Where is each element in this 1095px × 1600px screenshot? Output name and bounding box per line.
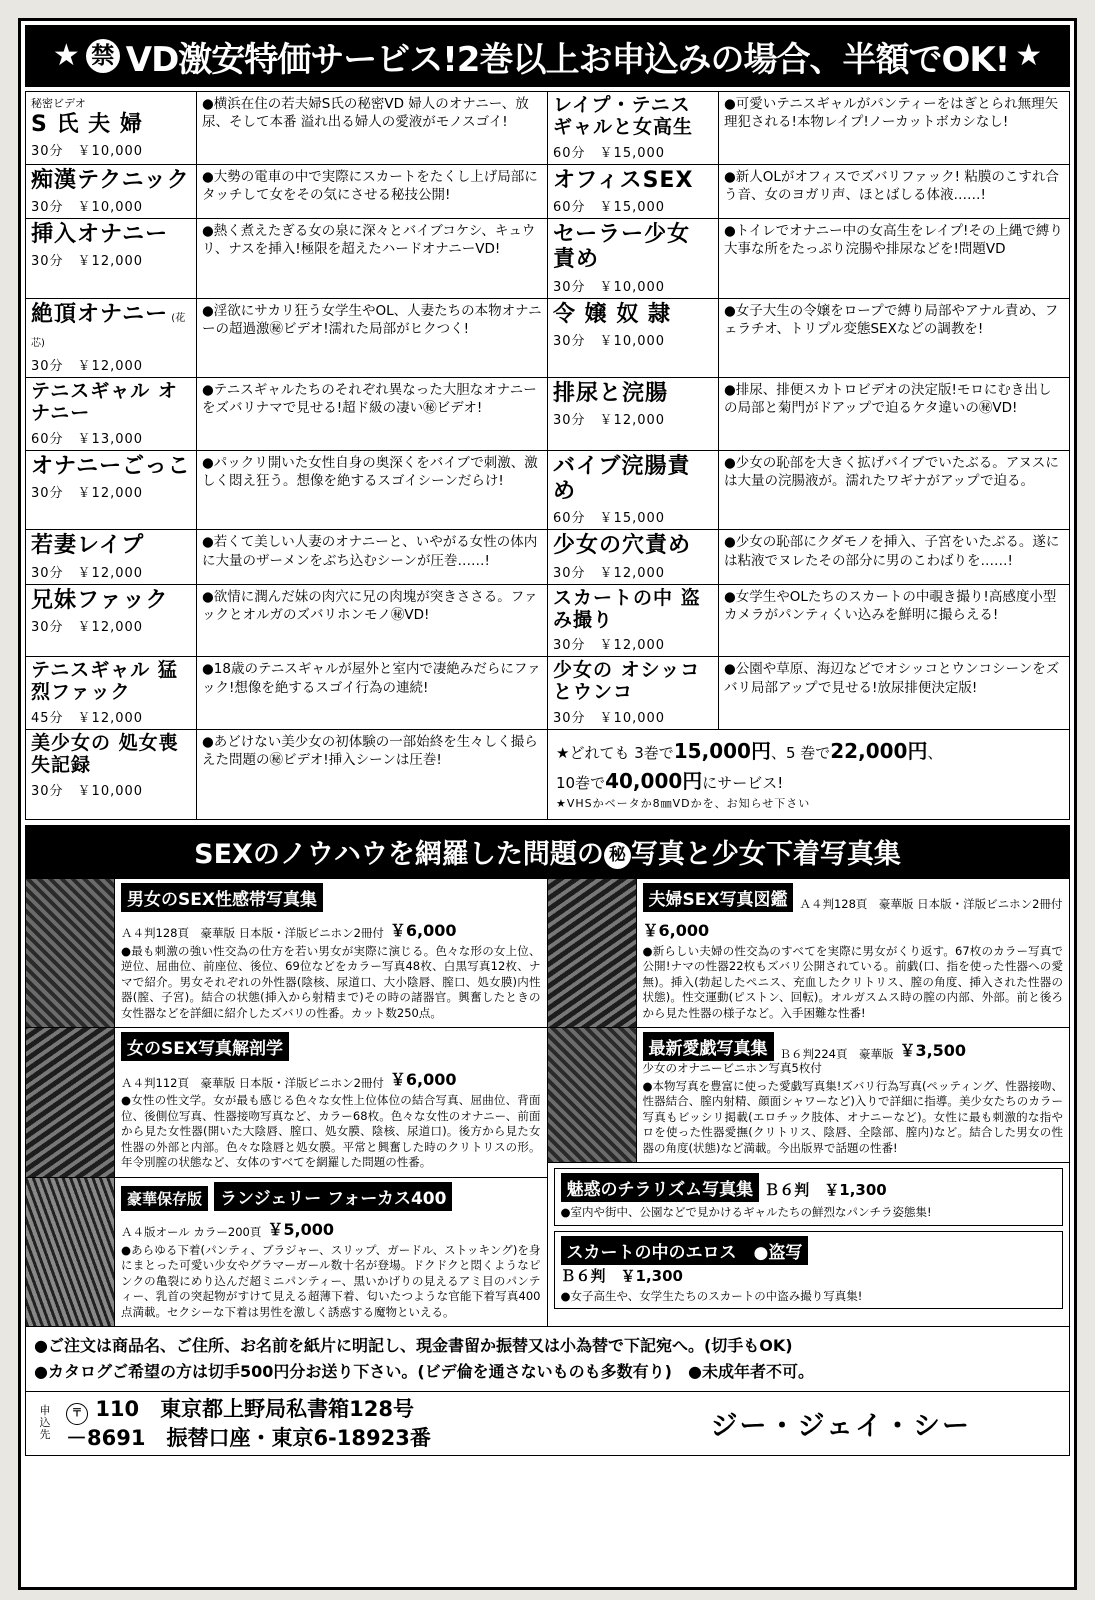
video-description-cell: ●女子大生の令嬢をロープで縛り局部やアナル責め、フェラチオ、トリプル変態SEXなどの調教を! bbox=[719, 298, 1070, 378]
video-title-cell bbox=[548, 298, 719, 378]
book-price: Ｂ６判 ￥1,300 bbox=[560, 1266, 683, 1285]
book-title: 夫婦SEX写真図鑑 bbox=[643, 883, 794, 912]
book-title: 最新愛戯写真集 bbox=[643, 1032, 774, 1061]
video-title-cell bbox=[548, 164, 719, 218]
table-row bbox=[26, 584, 1070, 657]
book-spec: Ａ４版オール カラー200頁 bbox=[121, 1225, 262, 1240]
star-right-icon: ★ bbox=[1015, 38, 1043, 73]
video-title-cell bbox=[548, 657, 719, 730]
video-duration-price: 30分 ￥10,000 bbox=[553, 279, 666, 295]
video-description-cell: ●少女の恥部にクダモノを挿入、子宮をいたぶる。遂には粘液でヌレたその部分に男のこわばりを……! bbox=[719, 530, 1070, 584]
video-title: 兄妹ファック bbox=[31, 587, 169, 613]
video-title-cell bbox=[26, 530, 197, 584]
video-duration-price: 30分 ￥10,000 bbox=[31, 783, 144, 799]
video-duration-price: 30分 ￥12,000 bbox=[553, 638, 666, 654]
video-description-cell: ●可愛いテニスギャルがパンティーをはぎとられ無理矢理犯される!本物レイプ!ノーカットボカシなし! bbox=[719, 92, 1070, 165]
volume-discount-promo bbox=[548, 730, 1070, 820]
video-duration-price: 30分 ￥10,000 bbox=[31, 199, 144, 215]
video-description-cell: ●テニスギャルたちのそれぞれ異なった大胆なオナニーをズバリナマで見せる!超ド級の凄い㊙ビデオ! bbox=[197, 378, 548, 451]
secret-badge-icon: 秘 bbox=[604, 842, 631, 869]
table-row bbox=[26, 657, 1070, 730]
book-title: 男女のSEX性感帯写真集 bbox=[121, 883, 323, 912]
video-duration-price: 30分 ￥12,000 bbox=[31, 359, 144, 375]
small-book-item bbox=[554, 1168, 1064, 1226]
video-description-cell: ●公園や草原、海辺などでオシッコとウンコシーンをズバリ局部アップで見せる!放尿排便決定版! bbox=[719, 657, 1070, 730]
video-title: スカートの中 盗み撮り bbox=[553, 586, 701, 631]
book-price: ￥3,500 bbox=[899, 1041, 967, 1061]
book-title: 魅惑のチラリズム写真集 bbox=[561, 1173, 760, 1202]
video-title: 排尿と浣腸 bbox=[553, 381, 669, 407]
video-title-cell bbox=[26, 657, 197, 730]
video-title-cell bbox=[548, 584, 719, 657]
video-title: オフィスSEX bbox=[553, 167, 694, 193]
book-thumbnail bbox=[548, 879, 637, 1028]
order-address-footer bbox=[25, 1392, 1070, 1456]
book-price: ￥6,000 bbox=[389, 1070, 457, 1090]
book-edition-badge: 豪華保存版 bbox=[121, 1186, 208, 1211]
small-book-items bbox=[548, 1163, 1070, 1314]
video-title: オナニーごっこ bbox=[31, 453, 191, 479]
video-description-cell: ●若くて美しい人妻のオナニーと、いやがる女性の体内に大量のザーメンをぶち込むシーンが圧巻……! bbox=[197, 530, 548, 584]
video-duration-price: 30分 ￥12,000 bbox=[553, 565, 666, 581]
video-title: 挿入オナニー bbox=[31, 221, 169, 247]
video-duration-price: 30分 ￥12,000 bbox=[31, 620, 144, 636]
video-title: 令 嬢 奴 隷 bbox=[553, 301, 671, 327]
table-row bbox=[26, 218, 1070, 298]
book-thumbnail bbox=[548, 1028, 637, 1162]
photo-header-text-after: 写真と少女下着写真集 bbox=[630, 838, 901, 870]
page-frame bbox=[18, 18, 1077, 1590]
order-to-char-2: 込 bbox=[39, 1416, 51, 1430]
book-description: ●本物写真を豊富に使った愛戯写真集!ズバリ行為写真(ペッティング、性器接吻、性器結合、膣内射精、顔面シャワーなど)入りで詳細に指導。美少女たちのカラー写真もビッシリ掲載(エロチック肢体、オナニーなど)。女性に最も刺激的な指やロを使った性器愛撫(クリトリス、陰唇、全陰部、膣内)など。結合した男女の性器の角度(状態)など満載。今出版界で話題の性番! bbox=[642, 1078, 1063, 1155]
forbidden-badge-icon: 禁 bbox=[86, 39, 120, 73]
book-column-left bbox=[26, 879, 548, 1327]
video-subtitle: (花芯) bbox=[31, 312, 186, 349]
book-item bbox=[548, 1028, 1070, 1163]
promo-price-3: 15,000円 bbox=[673, 739, 771, 764]
video-description-cell: ●排尿、排便スカトロビデオの決定版!モロにむき出しの局部と菊門がドアップで迫るケタ違いの㊙VD! bbox=[719, 378, 1070, 451]
video-description-cell: ●横浜在住の若夫婦S氏の秘密VD 婦人のオナニー、放尿、そして本番 溢れ出る婦人の愛液がモノスゴイ! bbox=[197, 92, 548, 165]
video-duration-price: 30分 ￥12,000 bbox=[31, 254, 144, 270]
video-title: 痴漢テクニック bbox=[31, 167, 190, 193]
table-row bbox=[26, 450, 1070, 530]
video-prelabel: 秘密ビデオ bbox=[31, 97, 86, 110]
video-description-cell: ●大勢の電車の中で実際にスカートをたくし上げ局部にタッチして女をその気にさせる秘技公開! bbox=[197, 164, 548, 218]
book-description: ●最も刺激の強い性交為の仕方を若い男女が実際に演じる。色々な形の女上位、逆位、屈曲位、前座位、後位、69位などをカラー写真48枚、白黒写真12枚、ナマで紹介。男女それぞれの外性器(陰核、尿道口、大小陰唇、膣口、処女膜)内性器(膣、子宮)。結合の状態(挿入から射精まで)その時の諸器官。興奮したときの女性器などを詳細に紹介したズバリの性番。カット数250点。 bbox=[121, 943, 541, 1020]
book-description: ●女性の性文学。女が最も感じる色々な女性上位体位の結合写真、屈曲位、背面位、後側位写真、性器接吻写真など、カラー68枚。色々な女性のオナニー、前面から見た女性器(開いた大陰唇、膣口、処女膜、陰核、尿道口)。後方から見た女性器の外部と内部。色々な陰唇と処女膜。平常と興奮した時のクリトリスの形。年令別膣の状態など、女体のすべてを網羅した問題の性番。 bbox=[121, 1093, 541, 1170]
order-to-char-3: 先 bbox=[39, 1428, 51, 1442]
book-description: ●女子高生や、女学生たちのスカートの中盗み撮り写真集! bbox=[560, 1288, 863, 1303]
video-listing-table bbox=[25, 91, 1070, 820]
postal-mark-icon: 〒 bbox=[66, 1403, 88, 1425]
book-item-lingerie bbox=[26, 1178, 547, 1327]
video-description-cell: ●新人OLがオフィスでズバリファック! 粘膜のこすれ合う音、女のヨガリ声、ほとばしる体液……! bbox=[719, 164, 1070, 218]
headline-banner bbox=[25, 25, 1070, 87]
promo-line-2: 10巻で40,000円にサービス! bbox=[556, 769, 784, 794]
order-instructions bbox=[25, 1327, 1070, 1391]
video-title-cell bbox=[26, 584, 197, 657]
video-title: セーラー少女責め bbox=[553, 221, 691, 273]
address-line-2: －8691 振替口座・東京6-18923番 bbox=[66, 1425, 431, 1450]
video-duration-price: 60分 ￥15,000 bbox=[553, 199, 666, 215]
table-row-last bbox=[26, 730, 1070, 820]
video-duration-price: 60分 ￥13,000 bbox=[31, 431, 144, 447]
video-title: テニスギャル 猛烈ファック bbox=[31, 659, 178, 704]
video-title-cell bbox=[548, 530, 719, 584]
photo-book-grid bbox=[25, 879, 1070, 1328]
book-spec: Ａ４判128頁 豪華版 日本版・洋版ビニホン2冊付 bbox=[121, 926, 384, 941]
book-item bbox=[548, 879, 1070, 1029]
table-row bbox=[26, 92, 1070, 165]
video-title: S 氏 夫 婦 bbox=[31, 112, 143, 137]
video-description-cell: ●欲情に潤んだ妹の肉穴に兄の肉塊が突きささる。ファックとオルガのズバリホンモノ㊙VD! bbox=[197, 584, 548, 657]
table-row bbox=[26, 530, 1070, 584]
table-row bbox=[26, 378, 1070, 451]
video-description-cell: ●あどけない美少女の初体験の一部始終を生々しく撮らえた問題の㊙ビデオ!挿入シーンは圧巻! bbox=[197, 730, 548, 820]
promo-format-note: ★VHSかベータか8㎜VDかを、お知らせ下さい bbox=[556, 797, 811, 811]
book-item bbox=[26, 879, 547, 1029]
video-description-cell: ●熱く煮えたぎる女の泉に深々とバイブコケシ、キュウリ、ナスを挿入!極限を超えたハードオナニーVD! bbox=[197, 218, 548, 298]
video-duration-price: 45分 ￥12,000 bbox=[31, 711, 144, 727]
book-price: ￥6,000 bbox=[389, 920, 457, 940]
book-thumbnail bbox=[26, 879, 115, 1028]
video-duration-price: 30分 ￥12,000 bbox=[31, 486, 144, 502]
video-title: 美少女の 処女喪失記録 bbox=[31, 732, 179, 776]
video-title-cell bbox=[26, 92, 197, 165]
video-title-cell bbox=[548, 218, 719, 298]
video-title: テニスギャル オナニー bbox=[31, 380, 178, 425]
star-left-icon: ★ bbox=[52, 38, 80, 73]
video-title: 少女の オシッコとウンコ bbox=[553, 659, 701, 704]
photo-section-header bbox=[25, 825, 1070, 879]
video-title: 少女の穴責め bbox=[553, 533, 692, 559]
address-line-1-text: 110 東京都上野局私書箱128号 bbox=[95, 1396, 414, 1421]
video-duration-price: 60分 ￥15,000 bbox=[553, 511, 666, 527]
video-title-cell bbox=[548, 378, 719, 451]
video-duration-price: 30分 ￥12,000 bbox=[553, 413, 666, 429]
book-thumbnail bbox=[26, 1178, 115, 1327]
photo-header-text-before: SEXのノウハウを網羅した問題の bbox=[194, 838, 604, 870]
video-duration-price: 30分 ￥10,000 bbox=[31, 144, 144, 160]
promo-price-10: 40,000円 bbox=[605, 769, 703, 794]
video-description-cell: ●パックリ開いた女性自身の奥深くをバイブで刺激、激しく悶え狂う。想像を絶するスゴイシーンだらけ! bbox=[197, 450, 548, 530]
book-spec: Ａ４判128頁 豪華版 日本版・洋版ビニホン2冊付 bbox=[799, 897, 1063, 912]
company-name: ジー・ジェイ・シー bbox=[710, 1410, 971, 1442]
promo-price-5: 22,000円 bbox=[830, 739, 928, 764]
book-price: ￥6,000 bbox=[642, 920, 710, 940]
order-to-char-1: 申 bbox=[39, 1404, 51, 1418]
book-description: ●あらゆる下着(パンティ、ブラジャー、スリップ、ガードル、ストッキング)を身にまとった可愛い少女やグラマーガール数十名が登場。ドクドクと悶くようなピンクの亀裂にめり込んだ超ミニパンティー、黒いかげりの見えるアミ目のパンティー、乳首の突起物がすけて見える超薄下着、匂いたつような官能下着写真400点満載。セクシーな下着は男性を激しく誘惑する魔物といえる。 bbox=[121, 1242, 541, 1319]
headline-text: VD激安特価サービス!2巻以上お申込みの場合、半額でOK! bbox=[125, 39, 1010, 80]
video-description-cell: ●トイレでオナニー中の女高生をレイプ!その上縄で縛り大事な所をたっぷり浣腸や排尿などを!問題VD bbox=[719, 218, 1070, 298]
table-row bbox=[26, 164, 1070, 218]
video-title-cell bbox=[26, 378, 197, 451]
book-price: ￥5,000 bbox=[267, 1219, 334, 1239]
video-title-cell bbox=[26, 164, 197, 218]
video-title: レイプ・テニス ギャルと女高生 bbox=[553, 94, 694, 138]
book-description: ●室内や街中、公園などで見かけるギャルたちの鮮烈なパンチラ姿態集! bbox=[560, 1205, 932, 1220]
book-title: 女のSEX写真解剖学 bbox=[121, 1032, 289, 1061]
video-description-cell: ●女学生やOLたちのスカートの中覗き撮り!高感度小型カメラがパンティくい込みを鮮明に撮らえる! bbox=[719, 584, 1070, 657]
book-spec-extra: 少女のオナニービニホン写真5枚付 bbox=[642, 1061, 822, 1076]
book-title: ランジェリー フォーカス400 bbox=[214, 1182, 452, 1211]
video-description-cell: ●18歳のテニスギャルが屋外と室内で凄絶みだらにファック!想像を絶するスゴイ行為の連続! bbox=[197, 657, 548, 730]
small-book-item bbox=[554, 1231, 1064, 1310]
video-description-cell: ●淫欲にサカリ狂う女学生やOL、人妻たちの本物オナニーの超過激㊙ビデオ!濡れた局部がヒクつく! bbox=[197, 298, 548, 378]
table-row bbox=[26, 298, 1070, 378]
video-duration-price: 30分 ￥12,000 bbox=[31, 565, 144, 581]
video-title-cell bbox=[26, 730, 197, 820]
video-title-cell bbox=[26, 218, 197, 298]
video-title-cell bbox=[26, 298, 197, 378]
order-to-label bbox=[34, 1405, 56, 1441]
book-item bbox=[26, 1028, 547, 1178]
video-description-cell: ●少女の恥部を大きく拡げバイブでいたぶる。アヌスには大量の浣腸液が。濡れたワギナがアップで迫る。 bbox=[719, 450, 1070, 530]
video-duration-price: 60分 ￥15,000 bbox=[553, 145, 666, 161]
video-duration-price: 30分 ￥10,000 bbox=[553, 333, 666, 349]
address-block bbox=[66, 1396, 431, 1451]
book-spec: Ｂ６判224頁 豪華版 bbox=[779, 1046, 894, 1061]
order-note-line-2: ●カタログご希望の方は切手500円分お送り下さい。(ビデ倫を通さないものも多数有り) ●未成年者不可。 bbox=[34, 1361, 814, 1381]
video-title: 若妻レイプ bbox=[31, 533, 145, 559]
book-title: スカートの中のエロス ●盗写 bbox=[561, 1236, 809, 1265]
book-thumbnail bbox=[26, 1028, 115, 1177]
book-description: ●新らしい夫婦の性交為のすべてを実際に男女がくり返す。67枚のカラー写真で公開!ナマの性器22枚もズバリ公開されている。前戯(口、指を使った性器への愛無)。挿入(勃起したペニス、充血したクリトリス、膣の角度、挿入された性器の状態)。性交運動(ピストン、回転)。オルガスムス時の膣の内部、外部。前と後ろから見た性器の様子など。入手困難な性番! bbox=[642, 943, 1063, 1020]
address-line-1 bbox=[66, 1396, 431, 1425]
book-price: Ｂ６判 ￥1,300 bbox=[764, 1181, 887, 1200]
promo-line-1: ★どれても 3巻で15,000円、5 巻で22,000円、 bbox=[556, 739, 943, 764]
video-duration-price: 30分 ￥10,000 bbox=[553, 711, 666, 727]
book-spec: Ａ４判112頁 豪華版 日本版・洋版ビニホン2冊付 bbox=[121, 1075, 384, 1090]
video-title-cell bbox=[548, 450, 719, 530]
video-title-cell bbox=[26, 450, 197, 530]
book-column-right bbox=[548, 879, 1070, 1327]
video-title: 絶頂オナニー (花芯) bbox=[31, 301, 186, 349]
video-title-cell bbox=[548, 92, 719, 165]
order-note-line-1: ●ご注文は商品名、ご住所、お名前を紙片に明記し、現金書留か振替又は小為替で下記宛へ。(切手もOK) bbox=[34, 1336, 793, 1356]
video-title: バイブ浣腸責め bbox=[553, 453, 691, 505]
